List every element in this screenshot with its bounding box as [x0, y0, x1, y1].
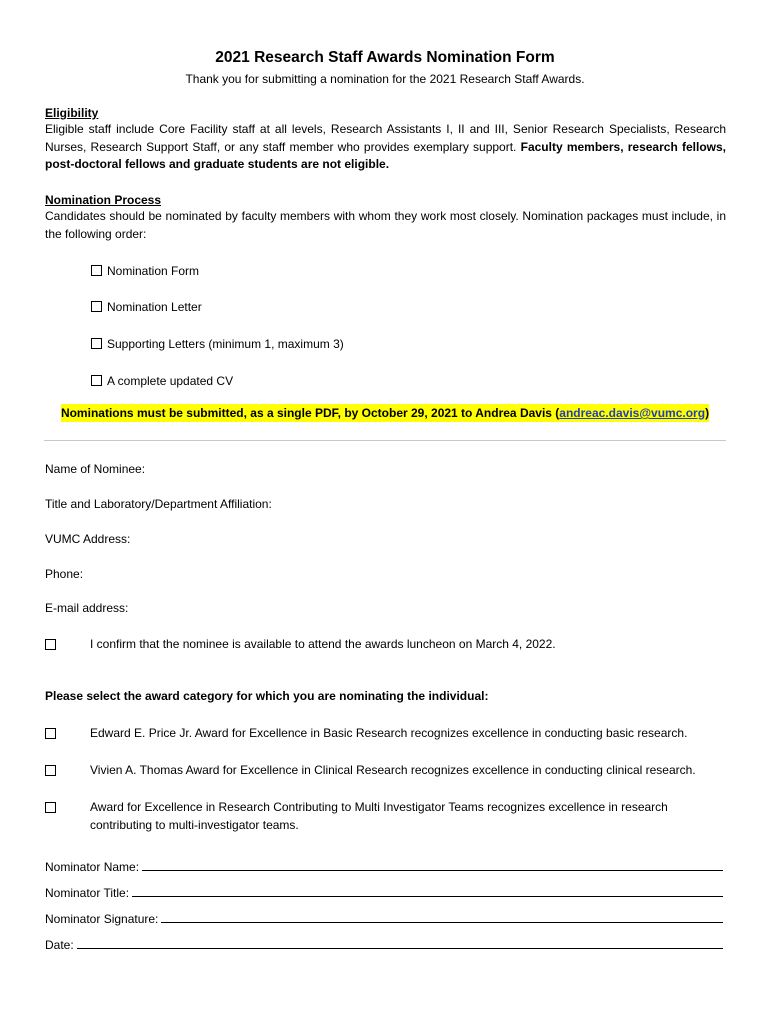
- submission-close-paren: ): [705, 406, 710, 420]
- checkbox-icon[interactable]: [45, 728, 56, 739]
- checklist-item-supporting-letters: [91, 337, 344, 351]
- date-field[interactable]: [45, 937, 723, 952]
- award-option-basic-checkbox[interactable]: [45, 727, 61, 741]
- checkbox-icon[interactable]: [91, 375, 102, 386]
- checkbox-icon[interactable]: [91, 265, 102, 276]
- checklist-label: Supporting Letters (minimum 1, maximum 3): [107, 337, 344, 351]
- date-label: Date:: [45, 938, 74, 952]
- nominator-title-line[interactable]: [132, 885, 723, 897]
- nominee-title-field[interactable]: Title and Laboratory/Department Affiliation:: [45, 497, 272, 511]
- eligibility-exclusion-text: Faculty members, research fellows, post-doctoral fellows and graduate students are not eligible.: [45, 139, 726, 171]
- award-option-clinical-research: Vivien A. Thomas Award for Excellence in Clinical Research recognizes excellence in conducting clinical research.: [90, 763, 696, 777]
- page-title: 2021 Research Staff Awards Nomination Form: [215, 49, 555, 66]
- checkbox-icon[interactable]: [91, 338, 102, 349]
- award-category-prompt: Please select the award category for which you are nominating the individual:: [45, 689, 489, 703]
- checkbox-icon[interactable]: [45, 639, 56, 650]
- submission-highlight: [61, 404, 709, 422]
- award-option-basic-research: Edward E. Price Jr. Award for Excellence in Basic Research recognizes excellence in conducting basic research.: [90, 726, 688, 740]
- award-option-multi-investigator: Award for Excellence in Research Contributing to Multi Investigator Teams recognizes excellence in research contributing to multi-investigator teams.: [90, 800, 668, 832]
- checkbox-icon[interactable]: [91, 301, 102, 312]
- nominator-title-field[interactable]: [45, 885, 723, 900]
- nominee-phone-field[interactable]: Phone:: [45, 567, 84, 581]
- submission-email-link[interactable]: andreac.davis@vumc.org: [559, 406, 706, 420]
- nominator-signature-field[interactable]: [45, 911, 723, 926]
- checklist-item-nomination-form: [91, 264, 199, 278]
- checklist-label: Nomination Form: [107, 264, 200, 278]
- nominator-name-line[interactable]: [142, 859, 723, 871]
- nomination-process-heading: Nomination Process: [45, 193, 162, 207]
- nominee-email-field[interactable]: E-mail address:: [45, 601, 129, 615]
- award-option-clinical-checkbox[interactable]: [45, 764, 61, 778]
- nominee-address-field[interactable]: VUMC Address:: [45, 532, 131, 546]
- checklist-item-cv: [91, 374, 233, 388]
- date-line[interactable]: [77, 937, 723, 949]
- award-option-teams-checkbox[interactable]: [45, 801, 61, 815]
- nomination-process-text: Candidates should be nominated by faculty members with whom they work most closely. Nomination packages must include, in the following order:: [45, 209, 726, 241]
- eligibility-heading: Eligibility: [45, 106, 99, 120]
- checkbox-icon[interactable]: [45, 802, 56, 813]
- confirm-luncheon-text: I confirm that the nominee is available to attend the awards luncheon on March 4, 2022.: [90, 637, 556, 651]
- page-subtitle: Thank you for submitting a nomination for the 2021 Research Staff Awards.: [185, 72, 585, 86]
- nominator-signature-line[interactable]: [161, 911, 723, 923]
- checklist-item-nomination-letter: [91, 300, 202, 314]
- nominator-title-label: Nominator Title:: [45, 886, 130, 900]
- nominator-name-field[interactable]: [45, 859, 723, 874]
- eligibility-text: Eligible staff include Core Facility staff at all levels, Research Assistants I, II and III, Senior Research Specialists, Research Nurses, Research Support Staff, or any staff member who provides exemplary support.: [45, 122, 726, 154]
- submission-text: Nominations must be submitted, as a single PDF, by October 29, 2021 to Andrea Davis (: [60, 406, 560, 420]
- checklist-label: Nomination Letter: [107, 300, 202, 314]
- checkbox-icon[interactable]: [45, 765, 56, 776]
- eligibility-paragraph: [45, 121, 726, 174]
- section-divider: [44, 440, 726, 441]
- submission-deadline: [0, 406, 770, 420]
- nominator-name-label: Nominator Name:: [45, 860, 140, 874]
- nominator-signature-label: Nominator Signature:: [45, 912, 159, 926]
- checklist-label: A complete updated CV: [107, 374, 234, 388]
- confirm-checkbox[interactable]: [45, 638, 61, 652]
- nominee-name-field[interactable]: Name of Nominee:: [45, 462, 146, 476]
